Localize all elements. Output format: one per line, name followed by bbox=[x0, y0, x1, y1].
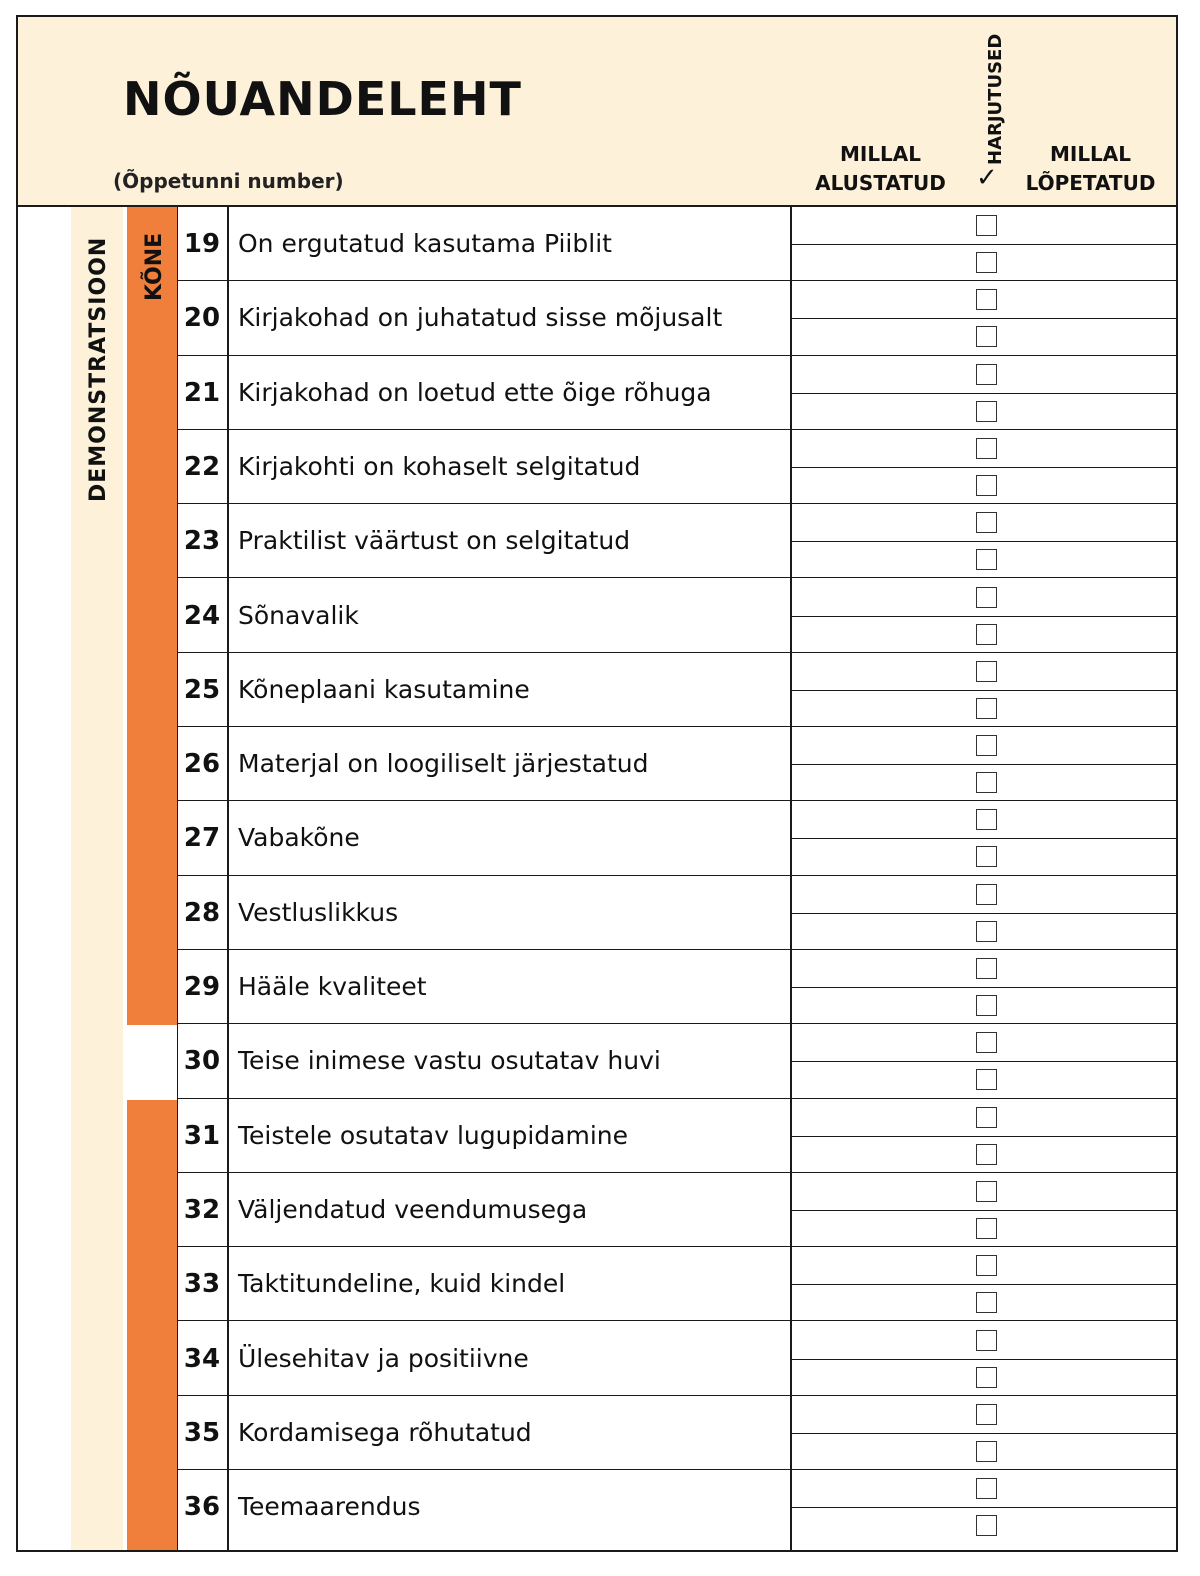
exercise-checkbox[interactable] bbox=[976, 326, 997, 347]
table-row bbox=[18, 950, 1176, 1024]
exercise-checkbox[interactable] bbox=[976, 1292, 997, 1313]
table-row bbox=[18, 1099, 1176, 1173]
divider bbox=[792, 393, 1176, 394]
counsel-point-label: Väljendatud veendumusega bbox=[238, 1194, 588, 1224]
exercise-checkbox[interactable] bbox=[976, 1032, 997, 1053]
table-row bbox=[18, 1173, 1176, 1247]
divider bbox=[792, 690, 1176, 691]
table-row bbox=[18, 876, 1176, 950]
table-row bbox=[18, 1396, 1176, 1470]
exercise-checkbox[interactable] bbox=[976, 438, 997, 459]
divider bbox=[792, 541, 1176, 542]
divider bbox=[792, 244, 1176, 245]
lesson-number: 21 bbox=[183, 377, 221, 408]
lesson-number: 20 bbox=[183, 303, 221, 334]
exercise-checkbox[interactable] bbox=[976, 1181, 997, 1202]
lesson-number-note: (Õppetunni number) bbox=[113, 169, 344, 193]
check-mark-icon: ✓ bbox=[976, 163, 998, 193]
counsel-point-label: Kirjakohad on loetud ette õige rõhuga bbox=[238, 377, 712, 407]
lesson-number: 30 bbox=[183, 1046, 221, 1077]
lesson-number: 25 bbox=[183, 674, 221, 705]
exercise-checkbox[interactable] bbox=[976, 735, 997, 756]
exercise-checkbox[interactable] bbox=[976, 1255, 997, 1276]
exercise-checkbox[interactable] bbox=[976, 1367, 997, 1388]
lesson-number: 31 bbox=[183, 1120, 221, 1151]
exercise-checkbox[interactable] bbox=[976, 364, 997, 385]
exercise-checkbox[interactable] bbox=[976, 1069, 997, 1090]
exercise-checkbox[interactable] bbox=[976, 958, 997, 979]
divider bbox=[792, 616, 1176, 617]
counsel-point-label: Vestluslikkus bbox=[238, 897, 399, 927]
sheet-title: NÕUANDELEHT bbox=[123, 72, 522, 126]
sheet-header bbox=[18, 17, 1176, 207]
table-row bbox=[18, 653, 1176, 727]
exercise-checkbox[interactable] bbox=[976, 215, 997, 236]
column-header-finished: MILLAL LÕPETATUD bbox=[1025, 142, 1156, 195]
lesson-number: 33 bbox=[183, 1269, 221, 1300]
counsel-point-label: Praktilist väärtust on selgitatud bbox=[238, 526, 631, 556]
exercise-checkbox[interactable] bbox=[976, 1478, 997, 1499]
table-row bbox=[18, 504, 1176, 578]
lesson-number: 26 bbox=[183, 749, 221, 780]
exercise-checkbox[interactable] bbox=[976, 1330, 997, 1351]
counsel-point-label: Kordamisega rõhutatud bbox=[238, 1417, 532, 1447]
table-row bbox=[18, 1024, 1176, 1098]
table-row bbox=[18, 727, 1176, 801]
table-row bbox=[18, 1247, 1176, 1321]
divider bbox=[792, 1210, 1176, 1211]
counsel-point-label: Materjal on loogiliselt järjestatud bbox=[238, 749, 649, 779]
table-row bbox=[18, 207, 1176, 281]
divider bbox=[792, 913, 1176, 914]
counsel-point-label: Teemaarendus bbox=[238, 1492, 421, 1522]
counsel-point-label: Taktitundeline, kuid kindel bbox=[238, 1269, 566, 1299]
lesson-number: 32 bbox=[183, 1194, 221, 1225]
exercise-checkbox[interactable] bbox=[976, 401, 997, 422]
demonstration-label: DEMONSTRATSIOON bbox=[86, 236, 111, 502]
table-row bbox=[18, 430, 1176, 504]
exercise-checkbox[interactable] bbox=[976, 1144, 997, 1165]
table-row bbox=[18, 579, 1176, 653]
exercise-checkbox[interactable] bbox=[976, 1515, 997, 1536]
lesson-number: 22 bbox=[183, 451, 221, 482]
speech-label: KÕNE bbox=[142, 232, 167, 301]
lesson-number: 19 bbox=[183, 229, 221, 259]
exercise-checkbox[interactable] bbox=[976, 809, 997, 830]
exercise-checkbox[interactable] bbox=[976, 884, 997, 905]
exercise-checkbox[interactable] bbox=[976, 512, 997, 533]
exercise-checkbox[interactable] bbox=[976, 1441, 997, 1462]
counsel-sheet bbox=[16, 15, 1178, 1552]
counsel-point-label: Ülesehitav ja positiivne bbox=[238, 1343, 529, 1373]
table-row bbox=[18, 1470, 1176, 1544]
divider bbox=[792, 1433, 1176, 1434]
divider bbox=[792, 1284, 1176, 1285]
divider bbox=[792, 1136, 1176, 1137]
exercise-checkbox[interactable] bbox=[976, 846, 997, 867]
divider bbox=[792, 467, 1176, 468]
exercise-checkbox[interactable] bbox=[976, 549, 997, 570]
divider bbox=[792, 838, 1176, 839]
lesson-number: 23 bbox=[183, 526, 221, 557]
exercise-checkbox[interactable] bbox=[976, 698, 997, 719]
counsel-point-label: Kirjakohad on juhatatud sisse mõjusalt bbox=[238, 303, 723, 333]
exercise-checkbox[interactable] bbox=[976, 252, 997, 273]
counsel-point-label: Kõneplaani kasutamine bbox=[238, 674, 530, 704]
divider bbox=[792, 1507, 1176, 1508]
exercise-checkbox[interactable] bbox=[976, 1404, 997, 1425]
counsel-point-label: Sõnavalik bbox=[238, 600, 359, 630]
lesson-number: 28 bbox=[183, 897, 221, 928]
divider bbox=[792, 318, 1176, 319]
column-header-started: MILLAL ALUSTATUD bbox=[815, 142, 946, 195]
divider bbox=[792, 764, 1176, 765]
counsel-point-label: Vabakõne bbox=[238, 823, 360, 853]
table-row bbox=[18, 801, 1176, 875]
table-row bbox=[18, 356, 1176, 430]
divider bbox=[792, 1061, 1176, 1062]
exercise-checkbox[interactable] bbox=[976, 772, 997, 793]
table-row bbox=[18, 1322, 1176, 1396]
counsel-point-label: Hääle kvaliteet bbox=[238, 972, 427, 1001]
exercise-checkbox[interactable] bbox=[976, 661, 997, 682]
exercise-checkbox[interactable] bbox=[976, 475, 997, 496]
exercise-checkbox[interactable] bbox=[976, 289, 997, 310]
exercise-checkbox[interactable] bbox=[976, 587, 997, 608]
lesson-number: 29 bbox=[183, 972, 221, 1002]
lesson-number: 36 bbox=[183, 1492, 221, 1523]
exercise-checkbox[interactable] bbox=[976, 921, 997, 942]
exercise-checkbox[interactable] bbox=[976, 995, 997, 1016]
divider bbox=[792, 1359, 1176, 1360]
counsel-point-label: Kirjakohti on kohaselt selgitatud bbox=[238, 451, 641, 481]
lesson-number: 35 bbox=[183, 1417, 221, 1448]
lesson-number: 27 bbox=[183, 823, 221, 854]
lesson-number: 24 bbox=[183, 600, 221, 631]
exercise-checkbox[interactable] bbox=[976, 1107, 997, 1128]
exercise-checkbox[interactable] bbox=[976, 1218, 997, 1239]
table-row bbox=[18, 281, 1176, 355]
divider bbox=[792, 987, 1176, 988]
counsel-point-label: On ergutatud kasutama Piiblit bbox=[238, 229, 612, 258]
counsel-point-label: Teise inimese vastu osutatav huvi bbox=[238, 1046, 661, 1076]
exercise-checkbox[interactable] bbox=[976, 624, 997, 645]
lesson-number: 34 bbox=[183, 1343, 221, 1374]
column-header-exercises: HARJUTUSED bbox=[985, 33, 1006, 165]
counsel-point-label: Teistele osutatav lugupidamine bbox=[238, 1120, 629, 1150]
